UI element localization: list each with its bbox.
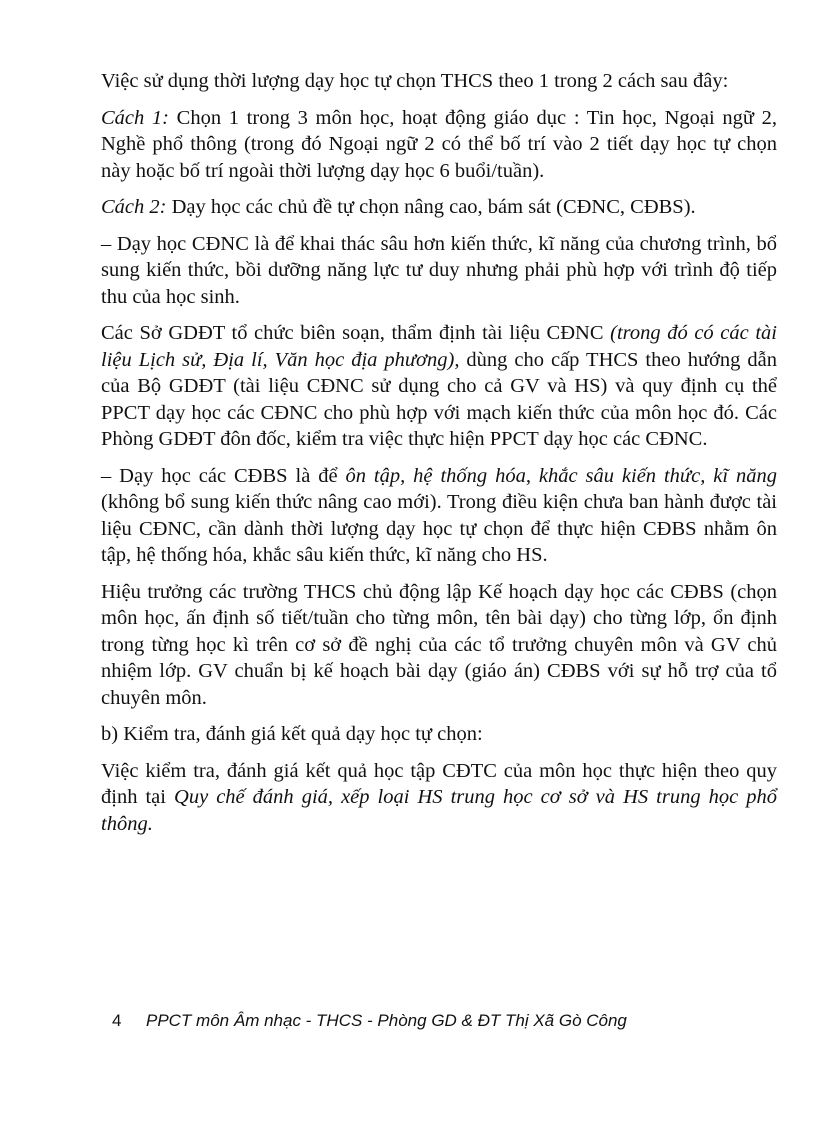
paragraph-cdbs (101, 463, 777, 569)
paragraph-option-2 (101, 194, 777, 221)
paragraph-kiem-tra (101, 758, 777, 838)
paragraph-so-gddt-italic: (trong đó có các tài liệu Lịch sử, Địa lí, Văn học địa phương), (101, 322, 777, 371)
option-1-label: Cách 1: (101, 106, 170, 129)
paragraph-hieu-truong (101, 579, 777, 712)
paragraph-cdnc-text: – Dạy học CĐNC là để khai thác sâu hơn kiến thức, kĩ năng của chương trình, bổ sung kiến thức, bồi dưỡng năng lực tư duy nhưng phải phù hợp với trình độ tiếp thu của học sinh. (101, 232, 777, 308)
paragraph-cdbs-italic: ôn tập, hệ thống hóa, khắc sâu kiến thức, kĩ năng (345, 464, 777, 487)
paragraph-so-gddt-text-a: Các Sở GDĐT tổ chức biên soạn, thẩm định tài liệu CĐNC (101, 322, 611, 344)
paragraph-so-gddt-text-c: dùng cho cấp THCS theo hướng dẫn của Bộ GDĐT (tài liệu CĐNC sử dụng cho cả GV và HS) và quy định cụ thể PPCT dạy học các CĐNC cho phù hợp với mạch kiến thức của môn học đó. Các Phòng GDĐT đôn đốc, kiểm tra việc thực hiện PPCT dạy học các CĐNC. (101, 348, 777, 450)
option-1-text: Chọn 1 trong 3 môn học, hoạt động giáo dục : Tin học, Ngoại ngữ 2, Nghề phổ thông (trong đó Ngoại ngữ 2 có thể bố trí vào 2 tiết dạy học tự chọn này hoặc bố trí ngoài thời lượng dạy học 6 buổi/tuần). (101, 106, 777, 182)
document-body (101, 68, 777, 837)
footer-title: PPCT môn Âm nhạc - THCS - Phòng GD & ĐT Thị Xã Gò Công (146, 1011, 627, 1030)
paragraph-cdbs-text-a: – Dạy học các CĐBS là để (101, 464, 346, 487)
paragraph-hieu-truong-text: Hiệu trưởng các trường THCS chủ động lập Kế hoạch dạy học các CĐBS (chọn môn học, ấn định số tiết/tuần cho từng môn, tên bài dạy) cho từng lớp, ổn định trong từng học kì trên cơ sở đề nghị của các tổ trưởng chuyên môn và GV chủ nhiệm lớp. GV chuẩn bị kế hoạch bài dạy (giáo án) CĐBS với sự hỗ trợ của tổ chuyên môn. (101, 580, 777, 709)
page-number: 4 (112, 1011, 122, 1030)
paragraph-intro-text: Việc sử dụng thời lượng dạy học tự chọn THCS theo 1 trong 2 cách sau đây: (101, 70, 729, 92)
paragraph-cdbs-text-c: (không bổ sung kiến thức nâng cao mới). Trong điều kiện chưa ban hành được tài liệu CĐNC, cần dành thời lượng dạy học tự chọn để thực hiện CĐBS nhằm ôn tập, hệ thống hóa, khắc sâu kiến thức, kĩ năng cho HS. (101, 491, 777, 566)
paragraph-cdnc (101, 231, 777, 311)
paragraph-kiem-tra-italic: Quy chế đánh giá, xếp loại HS trung học cơ sở và HS trung học phổ thông. (101, 786, 777, 835)
option-2-label: Cách 2: (101, 196, 167, 218)
option-2-text: Dạy học các chủ đề tự chọn nâng cao, bám sát (CĐNC, CĐBS). (166, 196, 696, 218)
paragraph-option-1 (101, 105, 777, 185)
paragraph-so-gddt (101, 320, 777, 453)
paragraph-intro (101, 68, 777, 95)
section-heading-b (101, 721, 777, 748)
paragraph-kiem-tra-text-a: Việc kiểm tra, đánh giá kết quả học tập CĐTC của môn học thực hiện theo quy định tại (101, 759, 777, 808)
page-footer (112, 1010, 752, 1032)
section-heading-b-text: b) Kiểm tra, đánh giá kết quả dạy học tự chọn: (101, 723, 483, 745)
